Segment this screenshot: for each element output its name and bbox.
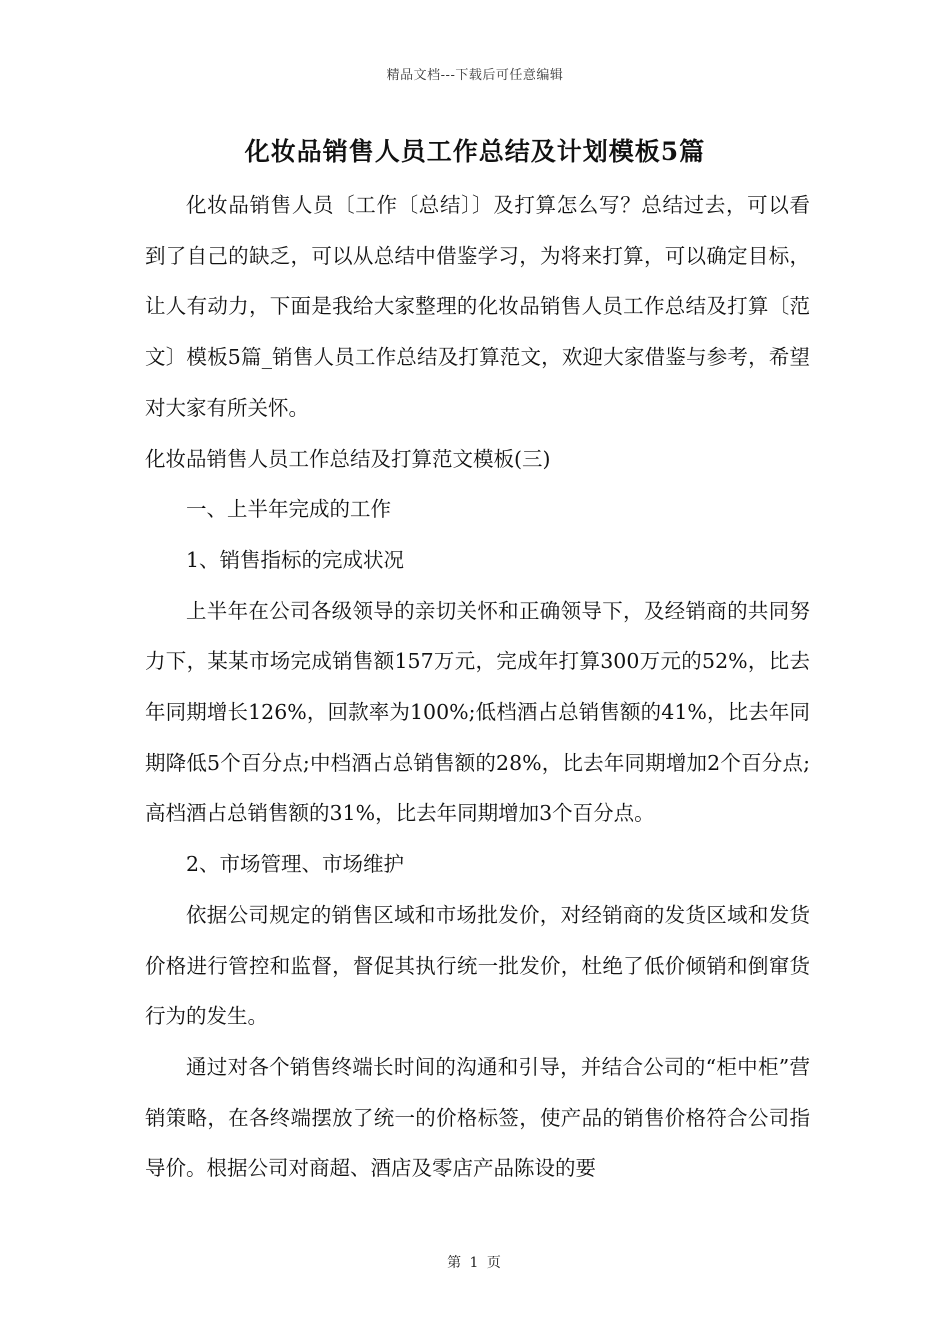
item-heading: 2、市场管理、市场维护	[186, 852, 405, 877]
page-header: 精品文档---下载后可任意编辑	[386, 68, 564, 83]
intro-paragraph: 化妆品销售人员〔工作〔总结〕〕及打算怎么写？总结过去，可以看到了自己的缺乏，可以从总结中借鉴学习，为将来打算，可以确定目标，让人有动力，下面是我给大家整理的化妆品销售人员工作总结及打算〔范文〕模板5篇_销售人员工作总结及打算范文，欢迎大家借鉴与参考，希望对大家有所关怀。	[145, 193, 810, 420]
item-heading: 1、销售指标的完成状况	[186, 547, 405, 572]
document-body	[145, 180, 810, 1194]
page-number: 第 1 页	[447, 1255, 503, 1271]
body-paragraph: 依据公司规定的销售区域和市场批发价，对经销商的发货区域和发货价格进行管控和监督，督促其执行统一批发价，杜绝了低价倾销和倒窜货行为的发生。	[145, 902, 810, 1029]
body-paragraph: 通过对各个销售终端长时间的沟通和引导，并结合公司的“柜中柜”营销策略，在各终端摆放了统一的价格标签，使产品的销售价格符合公司指导价。根据公司对商超、酒店及零店产品陈设的要	[145, 1054, 810, 1181]
document-title: 化妆品销售人员工作总结及计划模板5篇	[244, 137, 706, 166]
subsection-heading: 一、上半年完成的工作	[186, 497, 391, 522]
body-paragraph: 上半年在公司各级领导的亲切关怀和正确领导下，及经销商的共同努力下，某某市场完成销售额157万元，完成年打算300万元的52%，比去年同期增长126%，回款率为100%;低档酒占总销售额的41%，比去年同期降低5个百分点;中档酒占总销售额的28%，比去年同期增加2个百分点;高档酒占总销售额的31%，比去年同期增加3个百分点。	[145, 598, 810, 826]
section-heading: 化妆品销售人员工作总结及打算范文模板(三)	[145, 446, 551, 471]
